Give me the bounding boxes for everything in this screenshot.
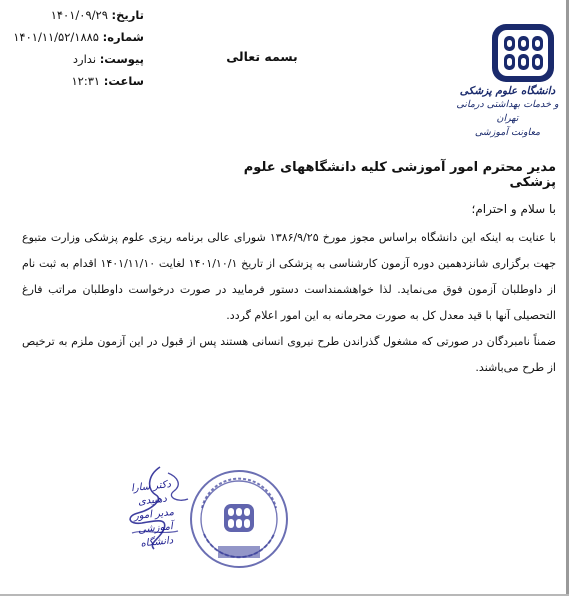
university-line-1: دانشگاه علوم پزشکی (459, 85, 556, 97)
greeting: با سلام و احترام؛ (471, 202, 556, 216)
date-value: ۱۴۰۱/۰۹/۲۹ (50, 8, 108, 22)
date-label: تاریخ: (111, 8, 144, 22)
basmala-heading: بسمه تعالی (226, 49, 298, 64)
meta-time (4, 70, 144, 92)
number-label: شماره: (102, 30, 144, 44)
logo-emblem-icon (490, 22, 556, 84)
number-value: ۱۴۰۱/۱۱/۵۲/۱۸۸۵ (13, 30, 99, 44)
meta-date (4, 4, 144, 26)
attachment-value: ندارد (72, 52, 97, 66)
university-line-3: معاونت آموزشی (474, 127, 541, 138)
university-name (455, 84, 560, 140)
signatory-name: دکتر سارا دهبیدی (130, 479, 172, 508)
time-value: ۱۲:۳۱ (71, 74, 101, 88)
addressee: مدیر محترم امور آموزشی کلیه دانشگاههای علوم پزشکی (243, 160, 556, 190)
meta-number (4, 26, 144, 48)
signatory-title: مدیر امور آموزشی دانشگاه (133, 506, 175, 550)
university-logo (490, 22, 556, 84)
meta-attachment (4, 48, 144, 70)
body-paragraph-2: ضمناً نامبردگان در صورتی که مشغول گذراندن طرح نیروی انسانی هستند پس از قبول در این آزمون ملزم به ترخیص از طرح می‌باشند. (22, 335, 556, 374)
signatory (119, 477, 190, 553)
letter-body (22, 225, 556, 381)
time-label: ساعت: (103, 74, 144, 88)
letter-meta (4, 4, 144, 92)
attachment-label: پیوست: (99, 52, 144, 66)
body-paragraph-1: با عنایت به اینکه این دانشگاه براساس مجوز مورخ ۱۳۸۶/۹/۲۵ شورای عالی برنامه ریزی علوم پزشکی وزارت متبوع جهت برگزاری شانزدهمین دوره آزمون کارشناسی به پزشکی از تاریخ ۱۴۰۱/۱۰/۱ لغایت ۱۴۰۱/۱۱/۱۰ اقدام به ثبت نام از داوطلبان آزمون فوق می‌نماید. لذا خواهشمنداست دستور فرمایید در صورت درخواست داوطلبان مراتب فارغ التحصیلی آنها با قید معدل کل به صورت محرمانه به این امور اعلام گردد. (22, 231, 556, 322)
university-line-2: و خدمات بهداشتی درمانی تهران (456, 99, 559, 124)
